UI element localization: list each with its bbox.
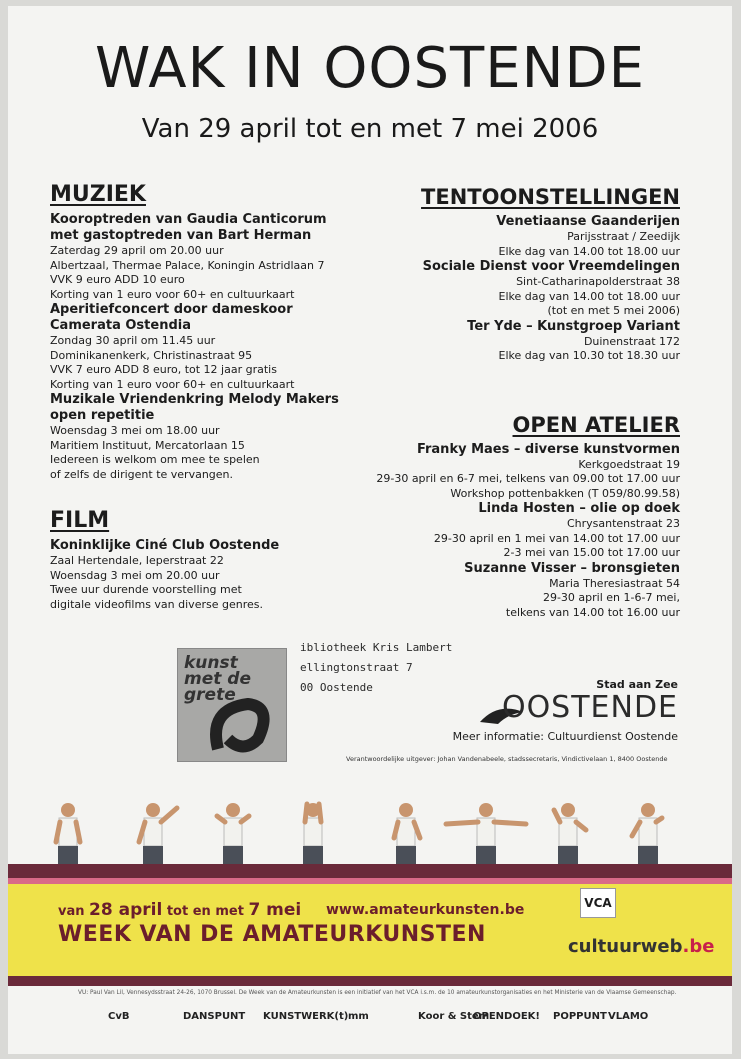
entry-detail: 29-30 april en 6-7 mei, telkens van 09.00 tot 17.00 uur <box>376 472 680 485</box>
left-column <box>50 182 380 612</box>
entry-detail: Dominikanenkerk, Christinastraat 95 <box>50 348 253 362</box>
kunst-logo-mark <box>178 649 286 761</box>
sponsor-logo: VLAMO <box>608 1011 649 1022</box>
open-atelier-heading: OPEN ATELIER <box>512 412 680 437</box>
entry-detail: Twee uur durende voorstelling met <box>50 583 242 596</box>
entry-detail: Albertzaal, Thermae Palace, Koningin Astridlaan 7 <box>50 258 325 272</box>
stad-aan-zee-label: Stad aan Zee <box>596 678 678 691</box>
sponsor-logo: mm <box>348 1011 369 1022</box>
banner-stripe-bottom <box>8 976 732 986</box>
kunst-logo-text: kunst met de grete <box>184 653 251 705</box>
cultuurweb-text: cultuurweb <box>568 936 683 957</box>
entry-detail: VVK 7 euro ADD 8 euro, tot 12 jaar gratis <box>50 363 277 376</box>
entry-title: met gastoptreden van Bart Herman <box>50 228 312 243</box>
banner-website: www.amateurkunsten.be <box>326 902 525 918</box>
tentoonstellingen-list <box>368 214 680 364</box>
sponsor-logo: Koor & Stem <box>418 1011 490 1022</box>
entry-detail: Korting van 1 euro voor 60+ en cultuurkaart <box>50 287 295 301</box>
entry-detail: 29-30 april en 1-6-7 mei, <box>542 591 680 604</box>
film-list <box>50 538 380 612</box>
banner-stripe-top <box>8 864 732 878</box>
sponsor-logo: OPENDOEK! <box>473 1011 540 1022</box>
entry-detail: Chrysantenstraat 23 <box>566 517 680 530</box>
poster-title: WAK IN OOSTENDE <box>94 36 646 101</box>
banner-week-title: WEEK VAN DE AMATEURKUNSTEN <box>58 922 486 947</box>
entry-detail: of zelfs de dirigent te vervangen. <box>50 467 234 481</box>
muziek-heading: MUZIEK <box>50 182 146 207</box>
entry-title: Muzikale Vriendenkring Melody Makers <box>50 392 339 407</box>
entry-detail: Elke dag van 14.00 tot 18.00 uur <box>498 289 680 303</box>
entry-detail: Woensdag 3 mei om 18.00 uur <box>50 424 220 437</box>
entry-detail: Workshop pottenbakken (T 059/80.99.58) <box>450 486 680 500</box>
entry-title: Koninklijke Ciné Club Oostende <box>50 538 280 553</box>
poster-subtitle: Van 29 april tot en met 7 mei 2006 <box>141 114 599 144</box>
entry-title: Suzanne Visser – bronsgieten <box>464 560 680 576</box>
entry-detail: Iedereen is welkom om mee te spelen <box>50 453 260 466</box>
sponsor-logo: CvB <box>108 1011 130 1022</box>
meer-informatie-text: Meer informatie: Cultuurdienst Oostende <box>452 730 678 743</box>
entry-title: Linda Hosten – olie op doek <box>478 501 680 516</box>
entry-title: Aperitiefconcert door dameskoor <box>50 302 293 317</box>
entry-detail: Duinenstraat 172 <box>583 334 680 348</box>
entry-title: Sociale Dienst voor Vreemdelingen <box>422 259 680 274</box>
entry-title: Camerata Ostendia <box>50 318 191 333</box>
bottom-vu-text: VU: Paul Van Lil, Vennesydsstraat 24-26, 1070 Brussel. De Week van de Amateurkunsten is een initiatief van het VCA i.s.m. de 10 amateurkunstorganisaties en het Ministerie van de Vlaamse Gemeenschap. <box>78 990 677 996</box>
library-stamp <box>300 638 452 698</box>
banner-date-to: 7 mei <box>248 900 302 920</box>
stamp-line-2: ellingtonstraat 7 <box>300 661 413 674</box>
entry-detail: (tot en met 5 mei 2006) <box>547 304 680 317</box>
banner-dates <box>58 900 301 920</box>
entry-detail: Parijsstraat / Zeedijk <box>567 230 680 243</box>
entry-detail: Korting van 1 euro voor 60+ en cultuurkaart <box>50 377 295 391</box>
entry-detail: Kerkgoedstraat 19 <box>578 457 680 471</box>
entry-detail: Sint-Catharinapolderstraat 38 <box>516 275 680 288</box>
poster <box>8 6 732 1054</box>
entry-title: Ter Yde – Kunstgroep Variant <box>467 318 680 334</box>
entry-detail: Maria Theresiastraat 54 <box>549 576 680 590</box>
cultuurweb-logo <box>568 936 714 957</box>
kunst-met-de-grete-logo <box>177 648 287 762</box>
entry-detail: Zaterdag 29 april om 20.00 uur <box>50 244 224 257</box>
entry-detail: Elke dag van 14.00 tot 18.00 uur <box>498 244 680 258</box>
entry-detail: VVK 9 euro ADD 10 euro <box>50 273 185 286</box>
stamp-line-1: ibliotheek Kris Lambert <box>300 641 453 654</box>
stamp-line-3: 00 Oostende <box>300 681 373 694</box>
muziek-list <box>50 212 380 482</box>
sponsor-logos <box>48 1001 718 1049</box>
entry-title: Franky Maes – diverse kunstvormen <box>416 441 680 457</box>
sponsor-logo: POPPUNT <box>553 1011 607 1022</box>
entry-detail: Zaal Hertendale, Ieperstraat 22 <box>50 554 224 567</box>
entry-title: Kooroptreden van Gaudia Canticorum <box>50 212 327 227</box>
entry-detail: digitale videofilms van diverse genres. <box>50 597 263 611</box>
banner <box>8 884 732 976</box>
banner-mid: tot en met <box>166 904 244 919</box>
entry-detail: Maritiem Instituut, Mercatorlaan 15 <box>50 438 245 452</box>
vca-logo: VCA <box>580 888 616 918</box>
film-heading: FILM <box>50 508 110 533</box>
publisher-text: Verantwoordelijke uitgever: Johan Vandenabeele, stadssecretaris, Vindictivelaan 1, 8400 Oostende <box>346 755 668 763</box>
entry-detail: 29-30 april en 1 mei van 14.00 tot 17.00 uur <box>433 531 680 545</box>
sponsor-logo: DANSPUNT <box>183 1011 246 1022</box>
tentoonstellingen-heading: TENTOONSTELLINGEN <box>421 185 680 209</box>
entry-title: Venetiaanse Gaanderijen <box>496 214 680 229</box>
banner-van: van <box>58 904 85 919</box>
sponsor-logo: KUNSTWERK(t) <box>263 1011 349 1022</box>
entry-detail: 2-3 mei van 15.00 tot 17.00 uur <box>503 546 680 559</box>
entry-detail: Elke dag van 10.30 tot 18.30 uur <box>498 349 680 362</box>
cultuurweb-be: .be <box>682 936 715 957</box>
entry-detail: telkens van 14.00 tot 16.00 uur <box>505 605 680 619</box>
entry-detail: Woensdag 3 mei om 20.00 uur <box>50 568 220 582</box>
open-atelier-list <box>368 442 680 621</box>
entry-title: open repetitie <box>50 408 155 423</box>
oostende-label: OOSTENDE <box>501 690 678 725</box>
right-column <box>368 184 680 620</box>
entry-detail: Zondag 30 april om 11.45 uur <box>50 334 216 347</box>
banner-date-from: 28 april <box>89 900 163 920</box>
